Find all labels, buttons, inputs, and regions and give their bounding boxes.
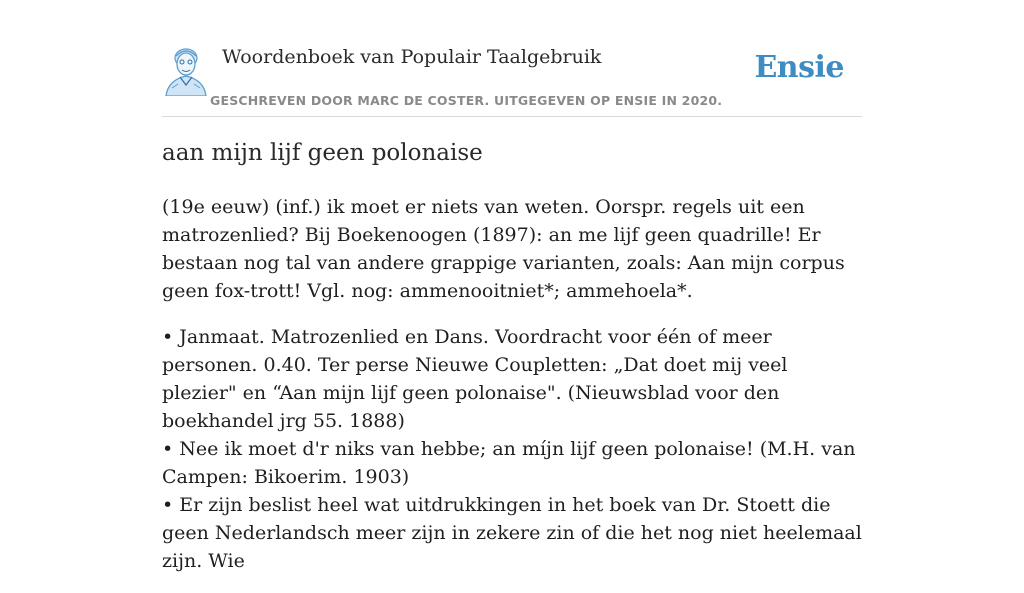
entry-body (162, 193, 862, 593)
ensie-logo[interactable]: Ensie (754, 50, 844, 85)
quote-item: • Nee ik moet d'r niks van hebbe; an míjn lijf geen polonaise! (M.H. van Campen: Bikoerim. 1903) (162, 438, 856, 488)
quote-item: • Er zijn beslist heel wat uitdrukkingen in het boek van Dr. Stoett die geen Nederlandsch meer zijn in zekere zin of die het nog niet heelemaal zijn. Wie (162, 494, 862, 572)
entry-definition: (19e eeuw) (inf.) ik moet er niets van weten. Oorspr. regels uit een matrozenlied? Bij Boekenoogen (1897): an me lijf geen quadrille! Er bestaan nog tal van andere grappige varianten, zoals: Aan mijn corpus geen fox-trott! Vgl. nog: ammenooitniet*; ammehoela*. (162, 196, 845, 302)
author-byline: GESCHREVEN DOOR MARC DE COSTER. UITGEGEVEN OP ENSIE IN 2020. (210, 93, 723, 108)
dictionary-header (162, 0, 862, 117)
quote-item: • Janmaat. Matrozenlied en Dans. Voordracht voor één of meer personen. 0.40. Ter perse Nieuwe Coupletten: „Dat doet mij veel plezier" en “Aan mijn lijf geen polonaise". (Nieuwsblad voor den boekhandel jrg 55. 1888) (162, 326, 788, 432)
entry-title: aan mijn lijf geen polonaise (162, 140, 483, 166)
author-portrait-icon (162, 44, 210, 96)
page (162, 0, 862, 572)
quotes-list (162, 323, 862, 575)
book-title[interactable]: Woordenboek van Populair Taalgebruik (222, 46, 602, 68)
